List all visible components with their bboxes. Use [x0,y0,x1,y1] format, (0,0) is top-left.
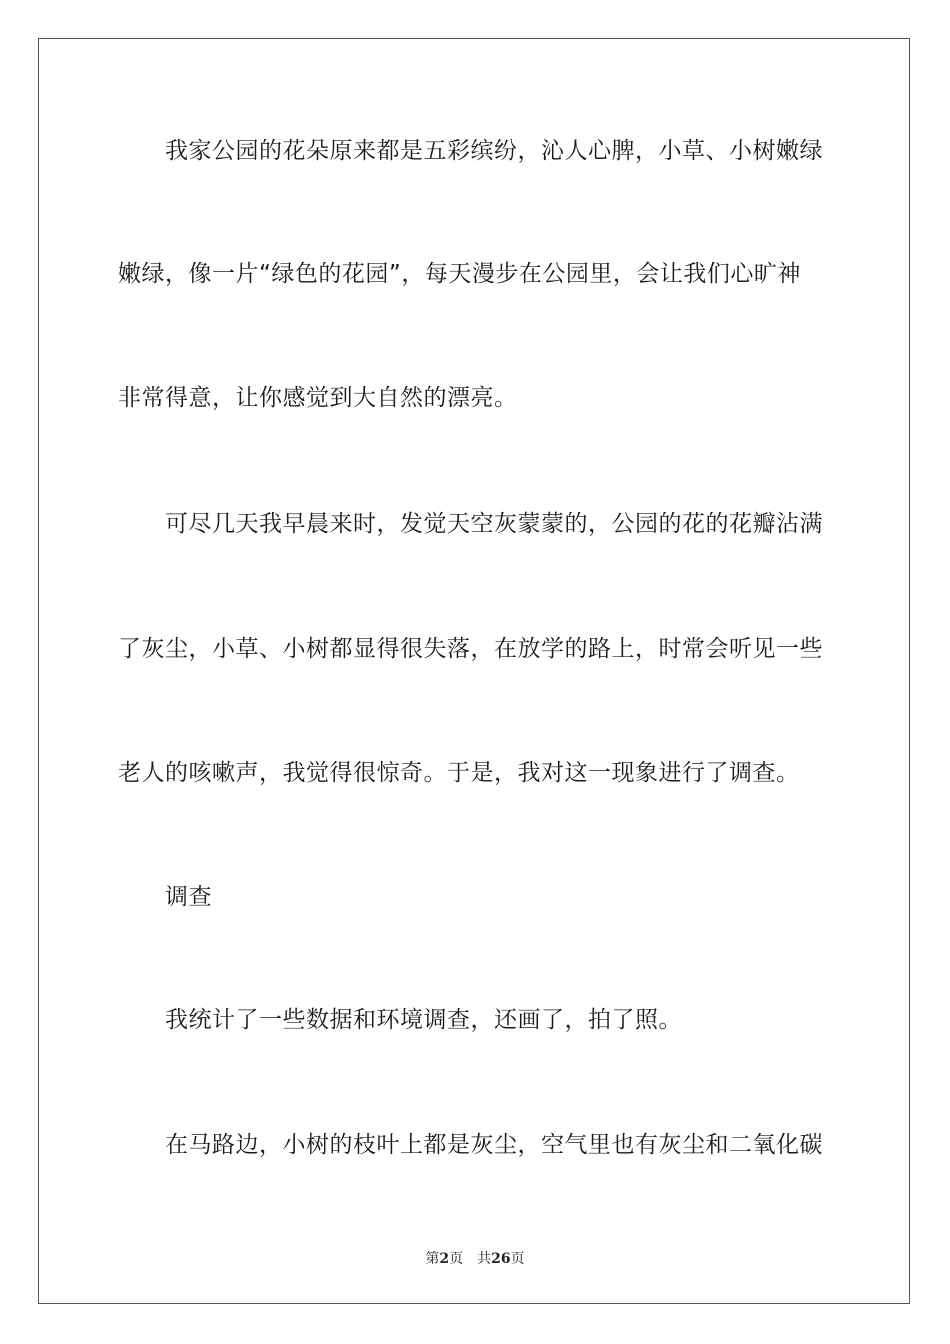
page-suffix: 页 [449,1251,464,1267]
section-heading: 调查 [165,884,212,910]
paragraph-line-8: 我统计了一些数据和环境调查，还画了，拍了照。 [165,1007,682,1033]
paragraph-line-1: 我家公园的花朵原来都是五彩缤纷，沁人心脾，小草、小树嫩绿 [165,138,823,164]
paragraph-line-3: 非常得意，让你感觉到大自然的漂亮。 [118,385,518,411]
page-footer [0,1248,950,1268]
page-border [38,38,910,1304]
paragraph-line-6: 老人的咳嗽声，我觉得很惊奇。于是，我对这一现象进行了调查。 [118,760,800,786]
paragraph-line-9: 在马路边，小树的枝叶上都是灰尘，空气里也有灰尘和二氧化碳 [165,1132,823,1158]
page-prefix: 第 [425,1251,440,1267]
total-prefix: 共 [477,1251,492,1267]
paragraph-line-5: 了灰尘，小草、小树都显得很失落，在放学的路上，时常会听见一些 [118,636,823,662]
total-pages: 26 [491,1251,511,1267]
paragraph-line-2: 嫩绿，像一片“绿色的花园”，每天漫步在公园里，会让我们心旷神 [118,261,801,287]
paragraph-line-4: 可尽几天我早晨来时，发觉天空灰蒙蒙的，公园的花的花瓣沾满 [165,511,823,537]
page-number: 2 [439,1251,450,1267]
total-suffix: 页 [510,1251,525,1267]
